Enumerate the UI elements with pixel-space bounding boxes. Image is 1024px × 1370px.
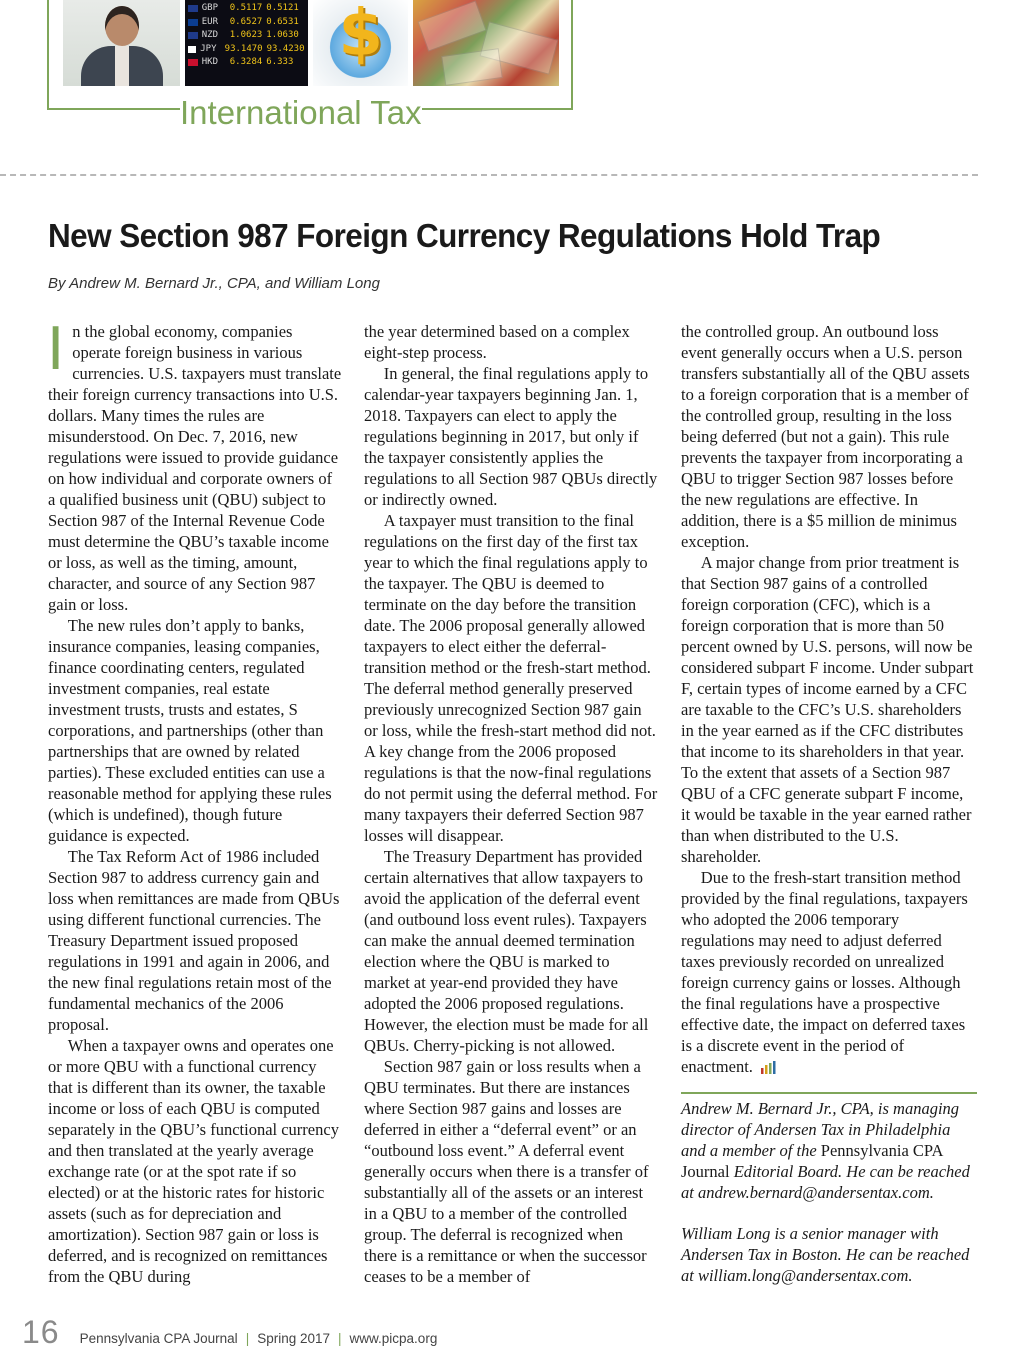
rate-value: 0.6531 <box>266 16 299 27</box>
footer-publication: Pennsylvania CPA Journal <box>79 1331 238 1346</box>
article-byline: By Andrew M. Bernard Jr., CPA, and William Long <box>48 275 380 292</box>
banknote-shape <box>417 0 486 51</box>
rate-value: 93.1470 <box>224 43 263 54</box>
rate-value: 1.0630 <box>266 30 299 41</box>
rate-value: 0.6527 <box>229 16 263 27</box>
end-of-article-icon <box>759 1061 777 1075</box>
currency-code: JPY <box>200 43 217 54</box>
flag-icon <box>188 46 197 53</box>
paragraph: Section 987 gain or loss results when a QBU terminates. But there are instances where Section 987 gains and losses are deferred in either a “deferral event” or an “outbound loss event.” A deferral event generally occurs when there is a transfer of substantially all of the assets or an interest in a QBU to a member of the controlled group. The deferral is recognized when there is a remittance or when the successor ceases to be a member of <box>364 1057 649 1286</box>
paragraph: Due to the fresh-start transition method provided by the final regulations, taxpayers who adopted the 2006 temporary regulations may need to adjust deferred taxes previously recorded on unrealized foreign currency gains or losses. Although the final regulations have a prospective effective date, the impact on deferred taxes is a discrete event in the period of enactment. <box>681 868 968 1076</box>
paragraph: the controlled group. An outbound loss event generally occurs when a U.S. person transfers substantially all of the QBU assets to a foreign corporation that is a member of the controlled group, resulting in the loss being deferred (but not a gain). This rule prevents the taxpayer from incorporating a QBU to trigger Section 987 losses before the new regulations are effective. In addition, there is a $5 million de minimus exception. <box>681 322 970 551</box>
author-photo <box>63 0 180 86</box>
footer-website[interactable]: www.picpa.org <box>349 1331 438 1346</box>
rate-value: 6.333 <box>266 57 294 68</box>
exchange-rate-row <box>188 43 305 57</box>
header-photo-strip <box>63 0 559 86</box>
rate-value: 0.5121 <box>266 3 299 13</box>
paragraph: A major change from prior treatment is that Section 987 gains of a controlled foreign corporation (CFC), which is a foreign corporation that is more than 50 percent owned by U.S. persons, will now be considered subpart F income. Under subpart F, certain types of income earned by a CFC are taxable to the CFC’s U.S. shareholders in the year earned as if the CFC distributes that income to its shareholders in that year. To the extent that assets of a Section 987 QBU of a CFC generate subpart F income, it would be taxable in the year earned rather than when distributed to the U.S. shareholder. <box>681 553 974 866</box>
author-bio-long: William Long is a senior manager with Andersen Tax in Boston. He can be reached at william.long@andersentax.com. <box>681 1224 970 1285</box>
rate-value: 93.4230 <box>266 43 305 54</box>
article-column-3 <box>681 321 976 1077</box>
page-footer <box>22 1314 437 1351</box>
flag-icon <box>188 19 198 26</box>
rate-value: 0.5117 <box>229 3 263 13</box>
paragraph: the year determined based on a complex eight-step process. <box>364 322 630 362</box>
rate-value: 1.0623 <box>229 30 263 41</box>
banknote-shape <box>441 48 503 86</box>
exchange-rate-row <box>188 29 305 43</box>
exchange-rate-row <box>188 16 305 30</box>
globe-dollar-photo <box>313 0 408 86</box>
article-column-2 <box>364 321 659 1287</box>
author-bio-bernard: Andrew M. Bernard Jr., CPA, is managing director of Andersen Tax in Philadelphia and a member of the Pennsylvania CPA Journal Editorial Board. He can be reached at andrew.bernard@andersentax.com. <box>681 1099 970 1202</box>
dashed-divider <box>0 174 978 176</box>
article-column-1 <box>47 314 343 1287</box>
section-label: International Tax <box>180 94 422 131</box>
rate-value: 6.3284 <box>229 57 263 68</box>
author-photo-head <box>105 6 139 46</box>
paragraph: When a taxpayer owns and operates one or more QBU with a functional currency that is different than its owner, the taxable income or loss of each QBU is computed separately in the QBU’s functional currency and then translated at the yearly average exchange rate (or at the spot rate if so elected) or at the historic rates for historic assets (such as for depreciation and amortization). Section 987 gain or loss is deferred, and is recognized on remittances from the QBU during <box>48 1036 339 1286</box>
dollar-sign-icon: $ <box>338 0 384 71</box>
banknotes-photo <box>413 0 559 86</box>
exchange-rate-row <box>188 56 305 70</box>
paragraph: The Tax Reform Act of 1986 included Section 987 to address currency gain and loss when remittances are made from QBUs using different functional currencies. The Treasury Department issued proposed regulations in 1991 and again in 2006, and the new final regulations retain most of the fundamental mechanics of the 2006 proposal. <box>48 847 340 1034</box>
paragraph: A taxpayer must transition to the final regulations on the first day of the first tax year to which the final regulations apply to the taxpayer. The QBU is deemed to terminate on the day before the transition date. The 2006 proposal generally allowed taxpayers to elect either the deferral-transition method or the fresh-start method. The deferral method generally preserved previously unrecognized Section 987 gain or loss, while the fresh-start method did not. A key change from the 2006 proposed regulations is that the now-final regulations do not permit using the deferral method. For many taxpayers their deferred Section 987 losses will disappear. <box>364 511 658 845</box>
currency-code: HKD <box>201 57 219 68</box>
exchange-rate-row <box>188 2 305 16</box>
paragraph: The Treasury Department has provided certain alternatives that allow taxpayers to avoid the application of the deferral event (and outbound loss event rules). Taxpayers can make the annual deemed termination election where the QBU is marked to market at year-end provided they have adopted the 2006 proposed regulations. However, the election must be made for all QBUs. Cherry-picking is not allowed. <box>364 847 649 1055</box>
currency-code: EUR <box>201 16 219 27</box>
paragraph: In general, the final regulations apply to calendar-year taxpayers beginning Jan. 1, 2018. Taxpayers can elect to apply the regulations beginning in 2017, but only if the taxpayer consistently applies the regulations to all Section 987 QBUs directly or indirectly owned. <box>364 364 658 509</box>
flag-icon <box>188 32 198 39</box>
paragraph: In the global economy, companies operate foreign business in various currencies. U.S. taxpayers must translate their foreign currency transactions into U.S. dollars. Many times the rules are misunderstood. On Dec. 7, 2016, new regulations were issued to provide guidance on how individual and corporate owners of a qualified business unit (QBU) subject to Section 987 of the Internal Revenue Code must determine the QBU’s taxable income or loss, as well as the timing, amount, character, and source of any Section 987 gain or loss. <box>47 314 342 614</box>
article-title: New Section 987 Foreign Currency Regulations Hold Trap <box>48 218 881 255</box>
flag-icon <box>188 5 198 12</box>
paragraph: The new rules don’t apply to banks, insurance companies, leasing companies, finance coordinating centers, regulated investment companies, real estate investment trusts, trusts and estates, S corporations, and partnerships (other than partnerships that are owned by related parties). These excluded entities can use a reasonable method for applying these rules (which is undefined), though future guidance is expected. <box>48 616 332 845</box>
flag-icon <box>188 59 198 66</box>
currency-code: GBP <box>201 3 219 13</box>
page-number: 16 <box>22 1314 60 1350</box>
currency-code: NZD <box>201 30 219 41</box>
author-photo-shirt <box>115 46 129 86</box>
bio-divider <box>681 1092 977 1094</box>
footer-separator: | <box>245 1331 250 1346</box>
drop-cap: I <box>47 314 65 383</box>
footer-issue: Spring 2017 <box>257 1331 331 1346</box>
exchange-rate-board-photo <box>185 0 308 86</box>
journal-name: Pennsylvania CPA Journal <box>681 1141 943 1181</box>
footer-separator: | <box>338 1331 342 1346</box>
